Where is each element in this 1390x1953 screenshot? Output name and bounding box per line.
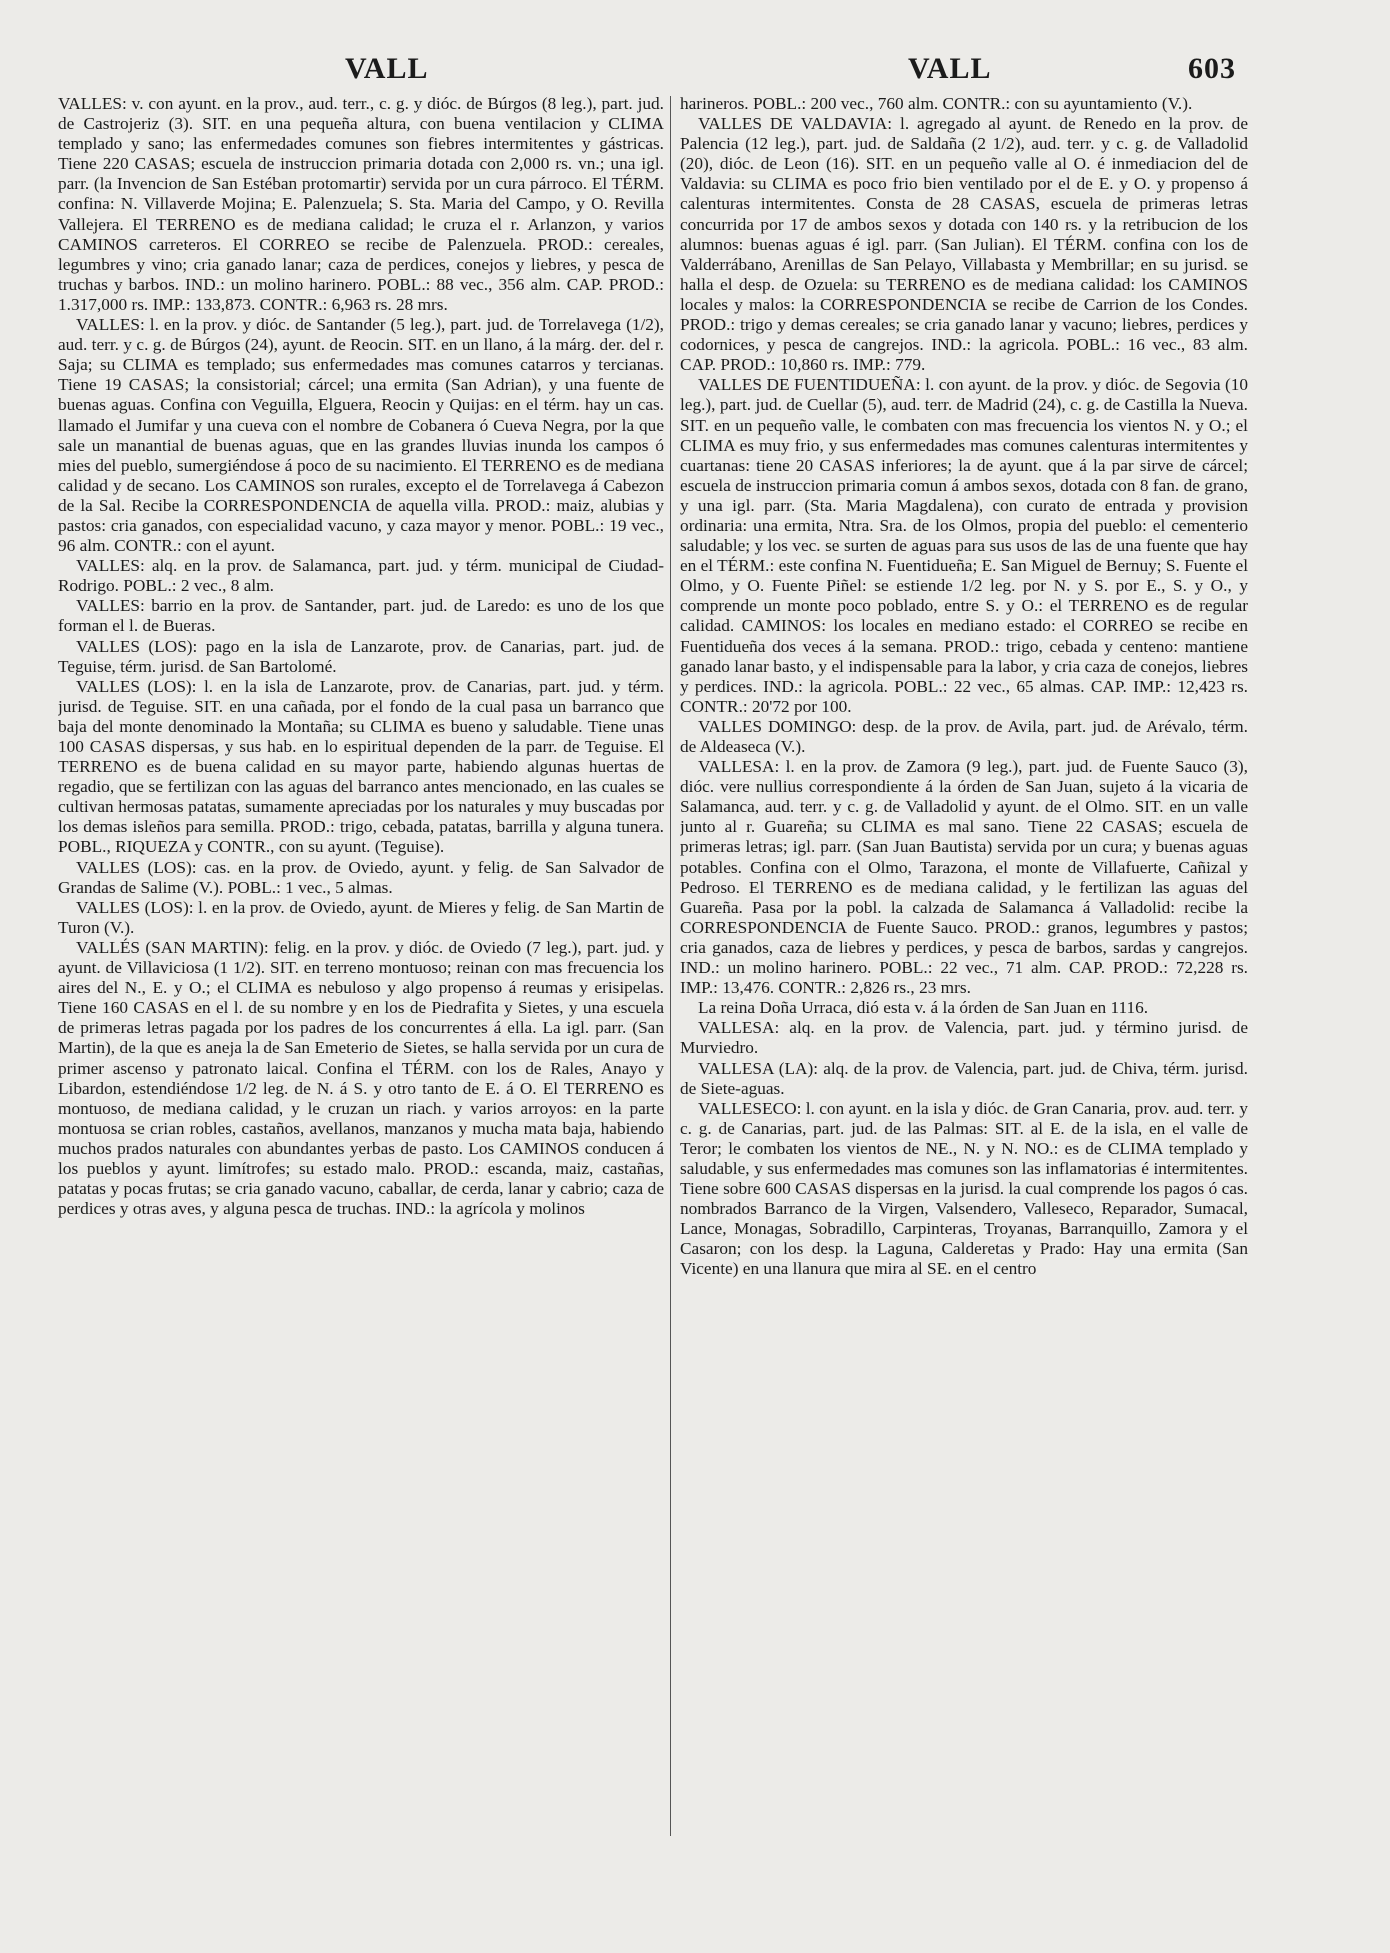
entry: VALLESA: alq. en la prov. de Valencia, part. jud. y término jurisd. de Murviedro. (680, 1018, 1248, 1058)
entry: VALLES DE FUENTIDUEÑA: l. con ayunt. de la prov. y dióc. de Segovia (10 leg.), part. jud. de Cuellar (5), aud. terr. de Madrid (24), c. g. de Castilla la Nueva. SIT. en un pequeño valle, le combaten con mas frecuencia los vientos N. y O.; el CLIMA es muy frio, y sus enfermedades mas comunes calenturas intermitentes y cuartanas: tiene 20 CASAS inferiores; la de ayunt. que á la par sirve de cárcel; escuela de instruccion primaria comun á ambos sexos, dotada con 8 fan. de grano, y una igl. parr. (Sta. Maria Magdalena), con curato de entrada y provision ordinaria: una ermita, Ntra. Sra. de los Olmos, propia del pueblo: el cementerio saludable; y los vec. se surten de aguas para sus usos de las de una fuente que hay en el TÉRM.: este confina N. Fuentidueña; E. San Miguel de Bernuy; S. Fuente el Olmo, y O. Fuente Piñel: se estiende 1/2 leg. por N. y S. por E., S. y O., y comprende un monte poco poblado, entre S. y O.: el TERRENO es de regular calidad. CAMINOS: los locales en mediano estado: el CORREO se recibe en Fuentidueña dos veces á la semana. PROD.: trigo, cebada y centeno: mantiene ganado lanar basto, y el indispensable para la labor, y cria caza de conejos, liebres y perdices. IND.: la agricola. POBL.: 22 vec., 65 almas. CAP. IMP.: 12,423 rs. CONTR.: 20'72 por 100. (680, 375, 1248, 716)
entry: VALLES DE VALDAVIA: l. agregado al ayunt. de Renedo en la prov. de Palencia (12 leg.), part. jud. de Saldaña (2 1/2), aud. terr. y c. g. de Valladolid (20), dióc. de Leon (16). SIT. en un pequeño valle al O. é inmediacion del de Valdavia: su CLIMA es poco frio bien ventilado por el de E. y O. y propenso á calenturas intermitentes. Consta de 28 CASAS, escuela de primeras letras concurrida por 17 de ambos sexos y dotada con 140 rs. y la retribucion de los alumnos: buenas aguas é igl. parr. (San Julian). El TÉRM. confina con los de Valderrábano, Arenillas de San Pelayo, Villabasta y Membrillar; en su jurisd. se halla el desp. de Ozuela: su TERRENO es de mediana calidad: los CAMINOS locales y malos: la CORRESPONDENCIA se recibe de Carrion de los Condes. PROD.: trigo y demas cereales; se cria ganado lanar y vacuno; liebres, perdices y codornices, y pesca de cangrejos. IND.: la agricola. POBL.: 16 vec., 83 alm. CAP. PROD.: 10,860 rs. IMP.: 779. (680, 114, 1248, 375)
entry: VALLES: l. en la prov. y dióc. de Santander (5 leg.), part. jud. de Torrelavega (1/2), aud. terr. y c. g. de Búrgos (24), ayunt. de Reocin. SIT. en un llano, á la márg. der. del r. Saja; su CLIMA es templado; sus enfermedades mas comunes catarros y tercianas. Tiene 19 CASAS; la consistorial; cárcel; una ermita (San Adrian), y una fuente de buenas aguas. Confina con Veguilla, Elguera, Reocin y Quijas: en el térm. hay un cas. llamado el Jumifar y una cueva con el nombre de Cobanera ó Cueva Negra, por la que sale un manantial de buenas aguas, que en las grandes lluvias inunda los campos ó mies del pueblo, sumergiéndose á poco de su nacimiento. El TERRENO es de mediana calidad y de secano. Los CAMINOS son rurales, excepto el de Torrelavega á Cabezon de la Sal. Recibe la CORRESPONDENCIA de aquella villa. PROD.: maiz, alubias y pastos: cria ganados, con especialidad vacuno, y caza mayor y menor. POBL.: 19 vec., 96 alm. CONTR.: con el ayunt. (58, 315, 664, 556)
entry: harineros. POBL.: 200 vec., 760 alm. CONTR.: con su ayuntamiento (V.). (680, 94, 1193, 113)
column-divider (670, 96, 671, 1836)
page-header (0, 52, 1390, 92)
entry: VALLES (LOS): cas. en la prov. de Oviedo, ayunt. y felig. de San Salvador de Grandas de Salime (V.). POBL.: 1 vec., 5 almas. (58, 857, 664, 897)
right-column (680, 94, 1248, 1924)
entry: VALLESA: l. en la prov. de Zamora (9 leg.), part. jud. de Fuente Sauco (3), dióc. vere nullius correspondiente á la órden de San Juan, sujeto á la vicaria de Salamanca, aud. terr. y c. g. de Valladolid y ayunt. de el Olmo. SIT. en un valle junto al r. Guareña; su CLIMA es mal sano. Tiene 22 CASAS; escuela de primeras letras; igl. parr. (San Juan Bautista) servida por un cura; y buenas aguas potables. Confina con el Olmo, Tarazona, el monte de Villafuerte, Cañizal y Pedroso. El TERRENO es de mediana calidad, y le fertilizan las aguas del Guareña. Pasa por la pobl. la calzada de Salamanca á Valladolid: recibe la CORRESPONDENCIA de Fuente Sauco. PROD.: granos, legumbres y pastos; cria ganados, caza de liebres y perdices, y pesca de barbos, sardas y cangrejos. IND.: un molino harinero. POBL.: 22 vec., 71 alm. CAP. PROD.: 72,228 rs. IMP.: 13,476. CONTR.: 2,826 rs., 23 mrs. (680, 757, 1248, 998)
left-column (58, 94, 664, 1924)
entry: VALLES (LOS): pago en la isla de Lanzarote, prov. de Canarias, part. jud. de Teguise, térm. jurisd. de San Bartolomé. (58, 636, 664, 676)
entry: La reina Doña Urraca, dió esta v. á la órden de San Juan en 1116. (698, 998, 1149, 1018)
entry: VALLES DOMINGO: desp. de la prov. de Avila, part. jud. de Arévalo, térm. de Aldeaseca (V.). (680, 716, 1248, 756)
entry: VALLÉS (SAN MARTIN): felig. en la prov. y dióc. de Oviedo (7 leg.), part. jud. y ayunt. de Villaviciosa (1 1/2). SIT. en terreno montuoso; reinan con mas frecuencia los aires del N., E. y O.; el CLIMA es nebuloso y algo propenso á reumas y erisipelas. Tiene 160 CASAS en el l. de su nombre y en los de Piedrafita y Sietes, y una escuela de primeras letras pagada por los padres de los concurrentes á ella. La igl. parr. (San Martin), de la que es aneja la de San Emeterio de Sietes, se halla servida por un cura de primer ascenso y patronato laical. Confina el TÉRM. con los de Rales, Anayo y Libardon, estendiéndose 1/2 leg. de N. á S. y otro tanto de E. á O. El TERRENO es montuoso, de mediana calidad, y le cruzan un riach. y varios arroyos: en la parte montuosa se crian robles, castaños, avellanos, manzanos y mucha mata baja, habiendo muchos prados naturales con abundantes yerbas de pasto. Los CAMINOS conducen á los pueblos y ayunt. limítrofes; su estado malo. PROD.: escanda, maiz, castañas, patatas y pocas frutas; se cria ganado vacuno, caballar, de cerda, lanar y cabrio; caza de perdices y otras aves, y alguna pesca de truchas. IND.: la agrícola y molinos (58, 937, 664, 1219)
header-center-word: VALL (908, 52, 992, 85)
header-left-word: VALL (345, 52, 429, 85)
entry: VALLES (LOS): l. en la isla de Lanzarote, prov. de Canarias, part. jud. y térm. jurisd. de Teguise. SIT. en una cañada, por el fondo de la cual pasa un barranco que baja del monte denominado la Montaña; su CLIMA es bueno y saludable. Tiene unas 100 CASAS dispersas, y sus hab. en lo espiritual dependen de la parr. de Teguise. El TERRENO es de buena calidad en su mayor parte, habiendo algunas huertas de regadio, que se fertilizan con las aguas del barranco antes mencionado, en las cuales se cultivan hermosas patatas, sumamente apreciadas por los naturales y muy buscadas por los demas isleños para semilla. PROD.: trigo, cebada, patatas, barrilla y alguna tunera. POBL., RIQUEZA y CONTR., con su ayunt. (Teguise). (58, 676, 664, 857)
entry: VALLES: barrio en la prov. de Santander, part. jud. de Laredo: es uno de los que forman el l. de Bueras. (58, 596, 664, 636)
entry: VALLES: v. con ayunt. en la prov., aud. terr., c. g. y dióc. de Búrgos (8 leg.), part. jud. de Castrojeriz (3). SIT. en una pequeña altura, con buena ventilacion y CLIMA templado y sano; las enfermedades comunes son fiebres intermitentes y gástricas. Tiene 220 CASAS; escuela de instruccion primaria dotada con 2,000 rs. vn.; una igl. parr. (la Invencion de San Estéban protomartir) servida por un cura párroco. El TÉRM. confina: N. Villaverde Mojina; E. Palenzuela; S. Sta. Maria del Campo, y O. Revilla Vallejera. El TERRENO es de mediana calidad; le cruza el r. Arlanzon, y varios CAMINOS carreteros. El CORREO se recibe de Palenzuela. PROD.: cereales, legumbres y vino; cria ganado lanar; caza de perdices, conejos y liebres, y pesca de truchas y barbos. IND.: un molino harinero. POBL.: 88 vec., 356 alm. CAP. PROD.: 1.317,000 rs. IMP.: 133,873. CONTR.: 6,963 rs. 28 mrs. (58, 94, 664, 314)
entry: VALLES (LOS): l. en la prov. de Oviedo, ayunt. de Mieres y felig. de San Martin de Turon (V.). (58, 897, 664, 937)
page-number: 603 (1188, 52, 1236, 85)
entry: VALLESA (LA): alq. de la prov. de Valencia, part. jud. de Chiva, térm. jurisd. de Siete-aguas. (680, 1058, 1248, 1098)
entry: VALLESECO: l. con ayunt. en la isla y dióc. de Gran Canaria, prov. aud. terr. y c. g. de Canarias, part. jud. de las Palmas: SIT. al E. de la isla, en el valle de Teror; le combaten los vientos de NE., N. y N. NO.: es de CLIMA templado y saludable, y sus enfermedades mas comunes son las inflamatorias é intermitentes. Tiene sobre 600 CASAS dispersas en la jurisd. la cual comprende los pagos ó cas. nombrados Barranco de la Virgen, Valsendero, Valleseco, Reparador, Sumacal, Lance, Monagas, Sobradillo, Carpinteras, Troyanas, Barranquillo, Zamora y el Casaron; con los desp. la Laguna, Calderetas y Prado: Hay una ermita (San Vicente) en una llanura que mira al SE. en el centro (680, 1098, 1248, 1279)
entry: VALLES: alq. en la prov. de Salamanca, part. jud. y térm. municipal de Ciudad-Rodrigo. POBL.: 2 vec., 8 alm. (58, 556, 664, 596)
